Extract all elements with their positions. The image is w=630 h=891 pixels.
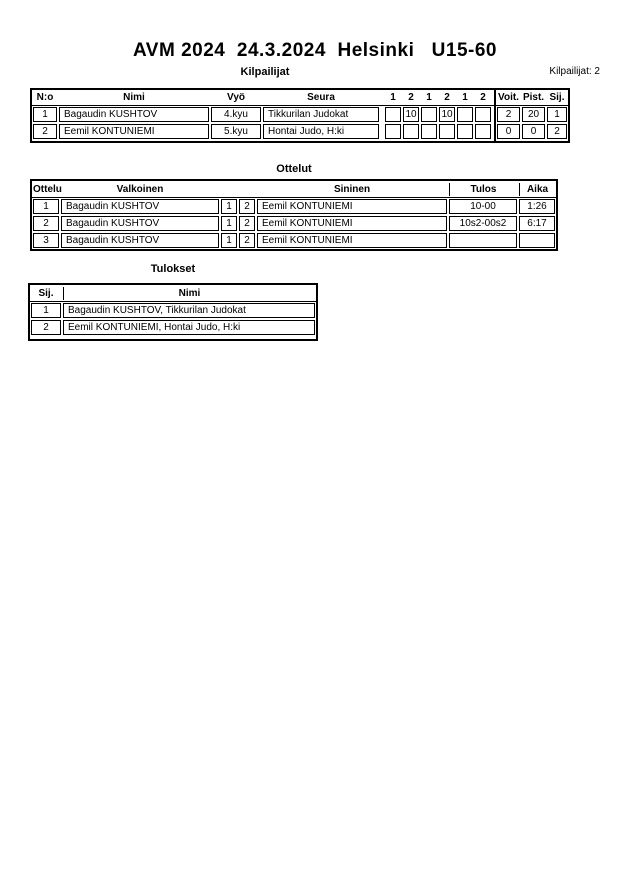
header-place: Sij.	[38, 287, 54, 299]
matches-section-title: Ottelut	[276, 163, 312, 175]
header-score-5: 1	[462, 92, 468, 103]
match-time	[519, 233, 555, 248]
results-table	[28, 283, 318, 341]
header-white: Valkoinen	[116, 183, 164, 195]
header-name: Nimi	[63, 287, 315, 300]
competitor-club: Tikkurilan Judokat	[263, 107, 379, 122]
match-time: 1:26	[519, 199, 555, 214]
score-cell	[385, 124, 401, 139]
competitor-row	[32, 106, 494, 123]
competitor-row	[32, 123, 494, 140]
header-score-2: 2	[408, 92, 414, 103]
match-result: 10-00	[449, 199, 517, 214]
score-cell	[439, 124, 455, 139]
stats-row	[496, 123, 568, 140]
score-cell	[421, 107, 437, 122]
match-row	[32, 215, 556, 232]
points-value: 20	[522, 107, 545, 122]
competitors-main-columns	[32, 90, 494, 141]
header-match: Ottelu	[33, 183, 62, 195]
match-row	[32, 232, 556, 249]
header-no: N:o	[36, 92, 54, 103]
page-title: AVM 2024 24.3.2024 Helsinki U15-60	[132, 40, 497, 61]
score-cell: 10	[439, 107, 455, 122]
score-cell	[475, 107, 491, 122]
blue-player-no: 2	[239, 216, 255, 231]
competitors-stats-columns	[494, 90, 568, 141]
white-player-no: 1	[221, 233, 237, 248]
score-cell	[385, 107, 401, 122]
blue-player: Eemil KONTUNIEMI	[257, 233, 447, 248]
competitor-club: Hontai Judo, H:ki	[263, 124, 379, 139]
score-cell	[421, 124, 437, 139]
header-place: Sij.	[549, 92, 565, 103]
result-place: 1	[31, 303, 61, 318]
competitor-count-label: Kilpailijat: 2	[549, 66, 600, 77]
blue-player: Eemil KONTUNIEMI	[257, 199, 447, 214]
competitors-section-title: Kilpailijat	[240, 66, 290, 78]
blue-player-no: 2	[239, 199, 255, 214]
result-row	[30, 319, 316, 336]
header-score-3: 1	[426, 92, 432, 103]
blue-player: Eemil KONTUNIEMI	[257, 216, 447, 231]
white-player: Bagaudin KUSHTOV	[61, 216, 219, 231]
match-result	[449, 233, 517, 248]
stats-header-row	[496, 90, 568, 106]
header-time: Aika	[519, 183, 555, 196]
points-value: 0	[522, 124, 545, 139]
place-value: 2	[547, 124, 567, 139]
header-blue: Sininen	[333, 183, 371, 195]
competitor-belt: 4.kyu	[211, 107, 261, 122]
match-number: 2	[33, 216, 59, 231]
results-header-row	[30, 285, 316, 302]
header-score-1: 1	[390, 92, 396, 103]
score-cell	[475, 124, 491, 139]
competitors-header-row	[32, 90, 494, 106]
white-player: Bagaudin KUSHTOV	[61, 233, 219, 248]
competitors-table	[30, 88, 570, 143]
competitor-no: 2	[33, 124, 57, 139]
place-value: 1	[547, 107, 567, 122]
result-row	[30, 302, 316, 319]
stats-row	[496, 106, 568, 123]
white-player-no: 1	[221, 216, 237, 231]
white-player: Bagaudin KUSHTOV	[61, 199, 219, 214]
results-section-title: Tulokset	[150, 263, 196, 275]
result-name: Eemil KONTUNIEMI, Hontai Judo, H:ki	[63, 320, 315, 335]
competitor-no: 1	[33, 107, 57, 122]
match-time: 6:17	[519, 216, 555, 231]
match-number: 3	[33, 233, 59, 248]
wins-value: 0	[497, 124, 520, 139]
header-score-4: 2	[444, 92, 450, 103]
header-wins: Voit.	[498, 92, 519, 103]
competitor-name: Bagaudin KUSHTOV	[59, 107, 209, 122]
wins-value: 2	[497, 107, 520, 122]
score-cell: 10	[403, 107, 419, 122]
header-belt: Vyö	[227, 92, 245, 103]
header-points: Pist.	[522, 92, 545, 103]
header-score-6: 2	[480, 92, 486, 103]
blue-player-no: 2	[239, 233, 255, 248]
header-result: Tulos	[449, 183, 517, 196]
matches-header-row	[32, 181, 556, 198]
score-cell	[403, 124, 419, 139]
score-cell	[457, 107, 473, 122]
match-number: 1	[33, 199, 59, 214]
match-result: 10s2-00s2	[449, 216, 517, 231]
match-row	[32, 198, 556, 215]
score-cell	[457, 124, 473, 139]
white-player-no: 1	[221, 199, 237, 214]
matches-table	[30, 179, 558, 251]
result-name: Bagaudin KUSHTOV, Tikkurilan Judokat	[63, 303, 315, 318]
competitor-name: Eemil KONTUNIEMI	[59, 124, 209, 139]
header-club: Seura	[307, 92, 335, 103]
header-name: Nimi	[123, 92, 145, 103]
result-place: 2	[31, 320, 61, 335]
competitor-belt: 5.kyu	[211, 124, 261, 139]
